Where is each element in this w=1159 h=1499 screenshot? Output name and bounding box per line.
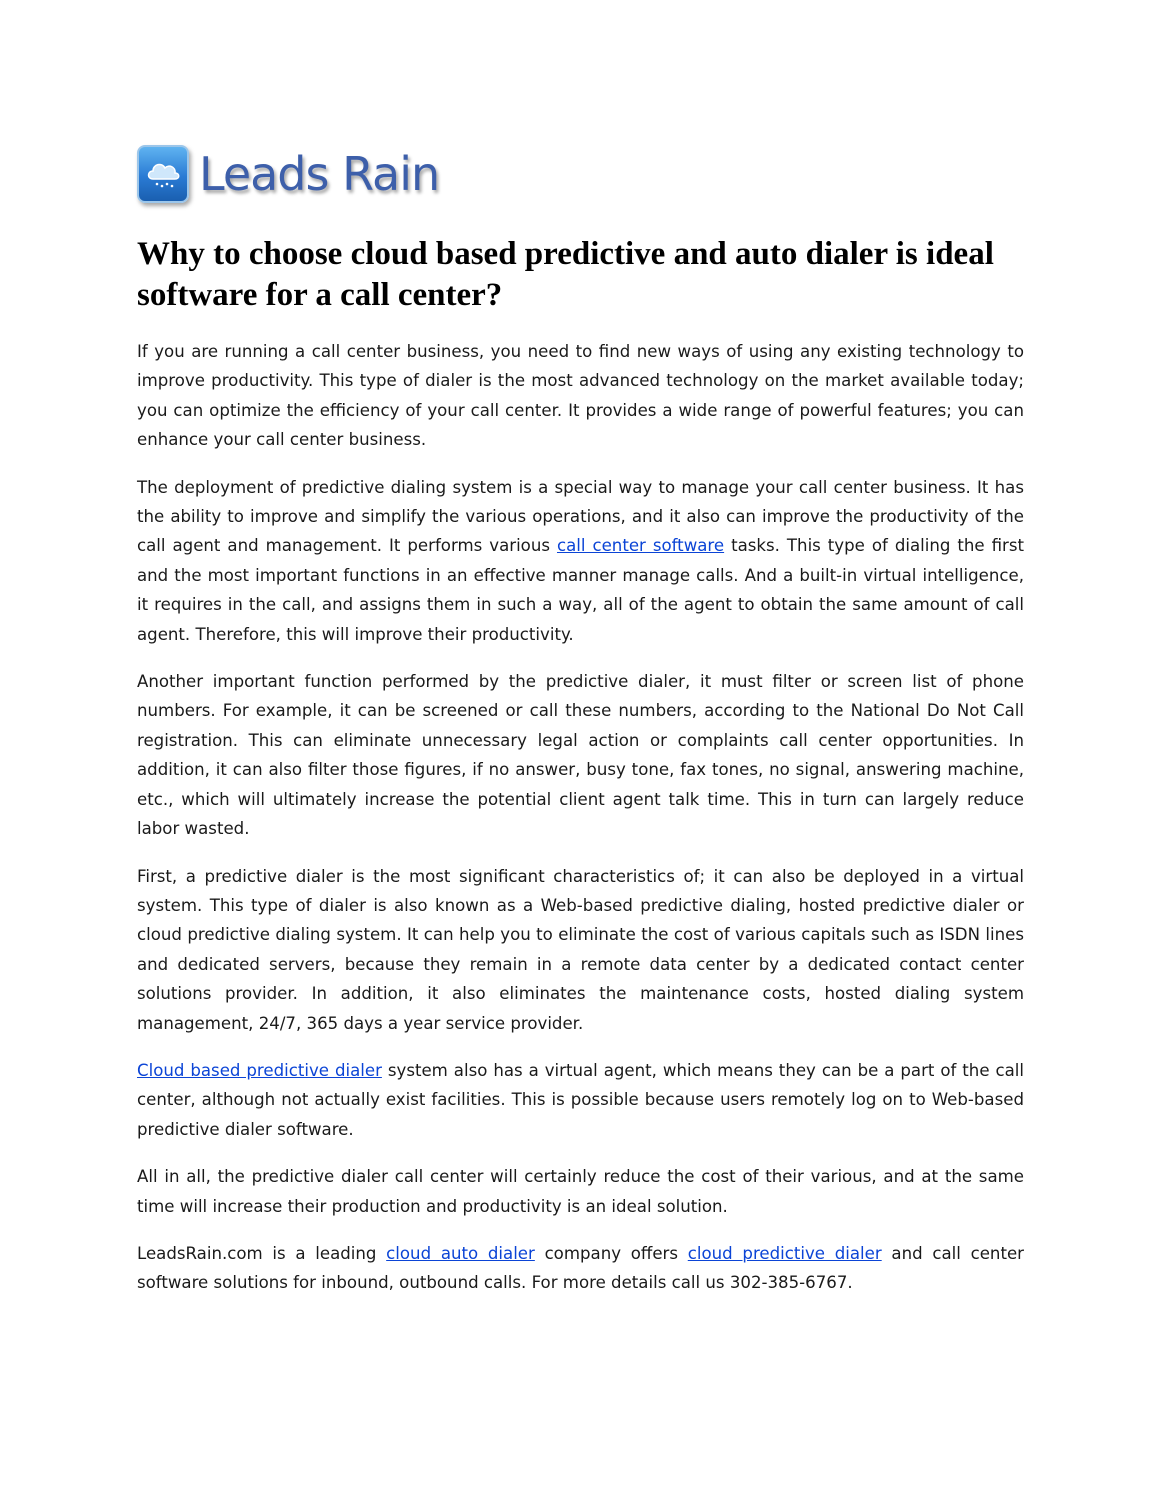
paragraph-4: First, a predictive dialer is the most significant characteristics of; it can also be deployed in a virtual system. This type of dialer is also known as a Web-based predictive dialing, hosted predictive dialer or cloud predictive dialing system. It can help you to eliminate the cost of various capitals such as ISDN lines and dedicated servers, because they remain in a remote data center by a dedicated contact center solutions provider. In addition, it also eliminates the maintenance costs, hosted dialing system management, 24/7, 365 days a year service provider. [137,866,1024,1033]
paragraph-2 [137,473,1024,649]
paragraph-7-text-a: LeadsRain.com is a leading [137,1243,387,1263]
cloud-predictive-dialer-link[interactable]: cloud predictive dialer [687,1243,882,1263]
logo-text: Leads Rain [199,147,440,201]
cloud-auto-dialer-link[interactable]: cloud auto dialer [386,1243,535,1263]
call-center-software-link[interactable]: call center software [556,536,725,556]
paragraph-6: All in all, the predictive dialer call center will certainly reduce the cost of their various, and at the same time will increase their production and productivity is an ideal solution. [137,1167,1024,1216]
paragraph-3: Another important function performed by the predictive dialer, it must filter or screen list of phone numbers. For example, it can be screened or call these numbers, according to the National Do Not Call registration. This can eliminate unnecessary legal action or complaints call center opportunities. In addition, it can also filter those figures, if no answer, busy tone, fax tones, no signal, answering machine, etc., which will ultimately increase the potential client agent talk time. This in turn can largely reduce labor wasted. [137,672,1024,839]
paragraph-5 [137,1056,1024,1144]
cloud-based-predictive-dialer-link[interactable]: Cloud based predictive dialer [137,1060,382,1080]
page-title: Why to choose cloud based predictive and auto dialer is ideal software for a call center? [137,236,994,313]
paragraph-7 [137,1239,1024,1298]
paragraph-1: If you are running a call center business, you need to find new ways of using any existing technology to improve productivity. This type of dialer is the most advanced technology on the market available today; you can optimize the efficiency of your call center. It provides a wide range of powerful features; you can enhance your call center business. [137,342,1024,450]
leads-rain-logo [137,143,439,205]
paragraph-2-text-b: tasks. This type of dialing the first and the most important functions in an effective manner manage calls. And a built-in virtual intelligence, it requires in the call, and assigns them in such a way, all of the agent to obtain the same amount of call agent. Therefore, this will improve their productivity. [137,536,1025,644]
article-body [137,337,1024,1316]
paragraph-2-text-a: The deployment of predictive dialing system is a special way to manage your call center business. It has the ability to improve and simplify the various operations, and it also can improve the productivity of the call agent and management. It performs various [137,477,1024,556]
paragraph-5-text: system also has a virtual agent, which means they can be a part of the call center, although not actually exist facilities. This is possible because users remotely log on to Web-based predictive dialer software. [137,1060,1024,1139]
paragraph-7-text-c: and call center software solutions for inbound, outbound calls. For more details call us 302-385-6767. [137,1243,1024,1293]
cloud-icon [137,145,189,203]
paragraph-7-text-b: company offers [534,1243,688,1263]
